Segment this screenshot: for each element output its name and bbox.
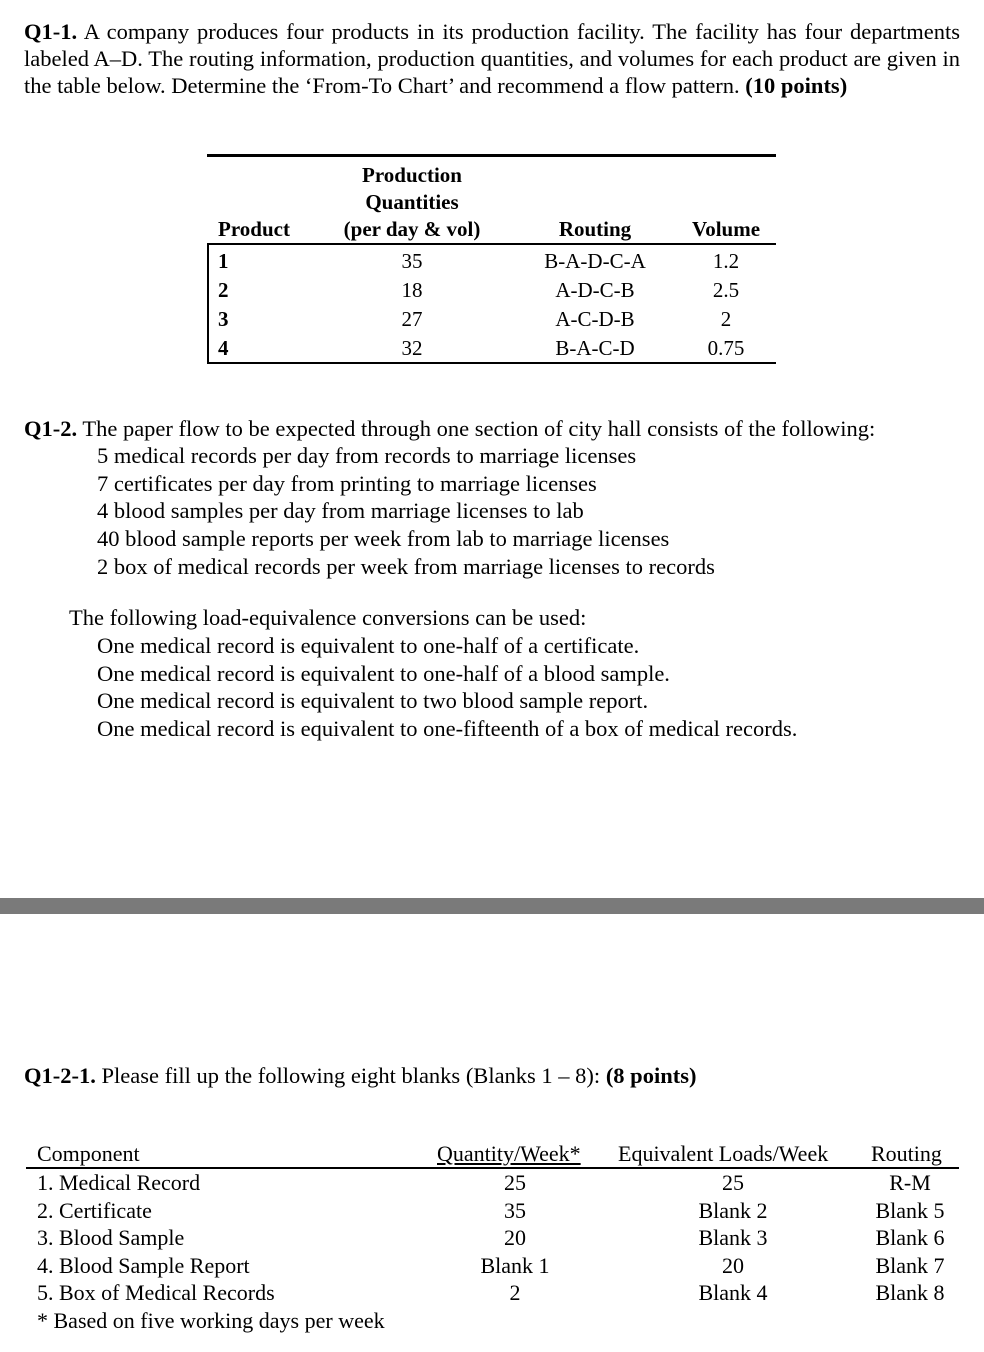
cell-quantity: 32 bbox=[401, 336, 423, 360]
cell-volume: 2 bbox=[720, 307, 732, 331]
header-quantity-week: Quantity/Week* bbox=[437, 1141, 581, 1166]
paper-flow-list bbox=[97, 442, 715, 581]
table-bottom-rule bbox=[207, 362, 776, 364]
cell-product: 3 bbox=[218, 307, 229, 331]
cell-loads: Blank 2 bbox=[698, 1198, 768, 1223]
cell-loads: 20 bbox=[722, 1253, 744, 1278]
q1-2-1-label: Q1-2-1. bbox=[24, 1063, 96, 1088]
header-product: Product bbox=[218, 217, 290, 241]
q1-2-1-paragraph bbox=[24, 1062, 696, 1090]
cell-routing: A-D-C-B bbox=[555, 278, 635, 302]
cell-quantity: 18 bbox=[401, 278, 423, 302]
cell-quantity: Blank 1 bbox=[480, 1253, 550, 1278]
q1-2-intro bbox=[24, 415, 974, 443]
cell-routing: B-A-D-C-A bbox=[544, 249, 646, 273]
conversions-intro: The following load-equivalence conversions can be used: bbox=[69, 605, 587, 630]
cell-product: 4 bbox=[218, 336, 229, 360]
list-item: 4 blood samples per day from marriage licenses to lab bbox=[97, 498, 584, 524]
cell-routing: Blank 7 bbox=[875, 1253, 945, 1278]
cell-volume: 2.5 bbox=[712, 278, 740, 302]
q1-2-label: Q1-2. bbox=[24, 416, 78, 441]
cell-component: 1. Medical Record bbox=[37, 1170, 201, 1195]
list-item: One medical record is equivalent to one-half of a certificate. bbox=[97, 633, 640, 658]
cell-component: 4. Blood Sample Report bbox=[37, 1253, 250, 1278]
header-quantities-line2: Quantities bbox=[365, 190, 459, 214]
table-left-rule bbox=[207, 243, 209, 364]
cell-routing: Blank 8 bbox=[875, 1280, 945, 1305]
header-quantities bbox=[332, 161, 492, 217]
header-equivalent-loads: Equivalent Loads/Week bbox=[618, 1141, 829, 1166]
list-item: 2 box of medical records per week from marriage licenses to records bbox=[97, 553, 715, 579]
q1-1-label: Q1-1. bbox=[24, 19, 78, 44]
list-item: 7 certificates per day from printing to marriage licenses bbox=[97, 470, 597, 496]
header-quantities-line3: (per day & vol) bbox=[343, 217, 481, 241]
cell-quantity: 2 bbox=[509, 1280, 521, 1305]
cell-routing: Blank 6 bbox=[875, 1225, 945, 1250]
cell-routing: A-C-D-B bbox=[555, 307, 635, 331]
cell-quantity: 25 bbox=[504, 1170, 526, 1195]
header-routing: Routing bbox=[871, 1141, 942, 1166]
list-item: 40 blood sample reports per week from lab to marriage licenses bbox=[97, 526, 670, 552]
section-divider bbox=[0, 898, 984, 914]
list-item: One medical record is equivalent to two blood sample report. bbox=[97, 688, 649, 714]
cell-loads: 25 bbox=[722, 1170, 744, 1195]
q1-2-1-points: (8 points) bbox=[605, 1063, 697, 1088]
header-routing: Routing bbox=[558, 217, 632, 241]
cell-component: 2. Certificate bbox=[37, 1198, 152, 1223]
cell-quantity: 27 bbox=[401, 307, 423, 331]
cell-quantity: 35 bbox=[401, 249, 423, 273]
conversions-list bbox=[97, 632, 797, 742]
cell-routing: Blank 5 bbox=[875, 1198, 945, 1223]
cell-volume: 1.2 bbox=[712, 249, 740, 273]
cell-routing: B-A-C-D bbox=[555, 336, 635, 360]
cell-loads: Blank 3 bbox=[698, 1225, 768, 1250]
cell-quantity: 35 bbox=[504, 1198, 526, 1223]
cell-product: 2 bbox=[218, 278, 229, 302]
cell-component: 5. Box of Medical Records bbox=[37, 1280, 275, 1305]
q1-1-paragraph bbox=[24, 18, 960, 99]
list-item: 5 medical records per day from records to marriage licenses bbox=[97, 443, 637, 468]
q1-2-intro-text: The paper flow to be expected through one section of city hall consists of the following: bbox=[82, 416, 876, 441]
q1-1-points: (10 points) bbox=[745, 73, 848, 98]
list-item: One medical record is equivalent to one-fifteenth of a box of medical records. bbox=[97, 715, 798, 741]
cell-component: 3. Blood Sample bbox=[37, 1225, 185, 1250]
header-quantities-line1: Production bbox=[362, 163, 462, 187]
q1-1-text: A company produces four products in its production facility. The facility has four departments labeled A–D. The routing information, production quantities, and volumes for each product are given in the table below. Determine the ‘From-To Chart’ and recommend a flow pattern. bbox=[24, 19, 960, 98]
table-header-rule bbox=[207, 243, 776, 245]
cell-product: 1 bbox=[218, 249, 229, 273]
cell-quantity: 20 bbox=[504, 1225, 526, 1250]
q1-2-1-text: Please fill up the following eight blanks (Blanks 1 – 8): bbox=[101, 1063, 601, 1088]
list-item: One medical record is equivalent to one-half of a blood sample. bbox=[97, 660, 670, 686]
header-volume: Volume bbox=[691, 217, 761, 241]
cell-volume: 0.75 bbox=[707, 336, 745, 360]
header-component: Component bbox=[37, 1141, 140, 1166]
cell-routing: R-M bbox=[889, 1170, 931, 1195]
table-top-rule bbox=[207, 154, 776, 157]
cell-loads: Blank 4 bbox=[698, 1280, 768, 1305]
table-footnote: * Based on five working days per week bbox=[37, 1308, 385, 1333]
